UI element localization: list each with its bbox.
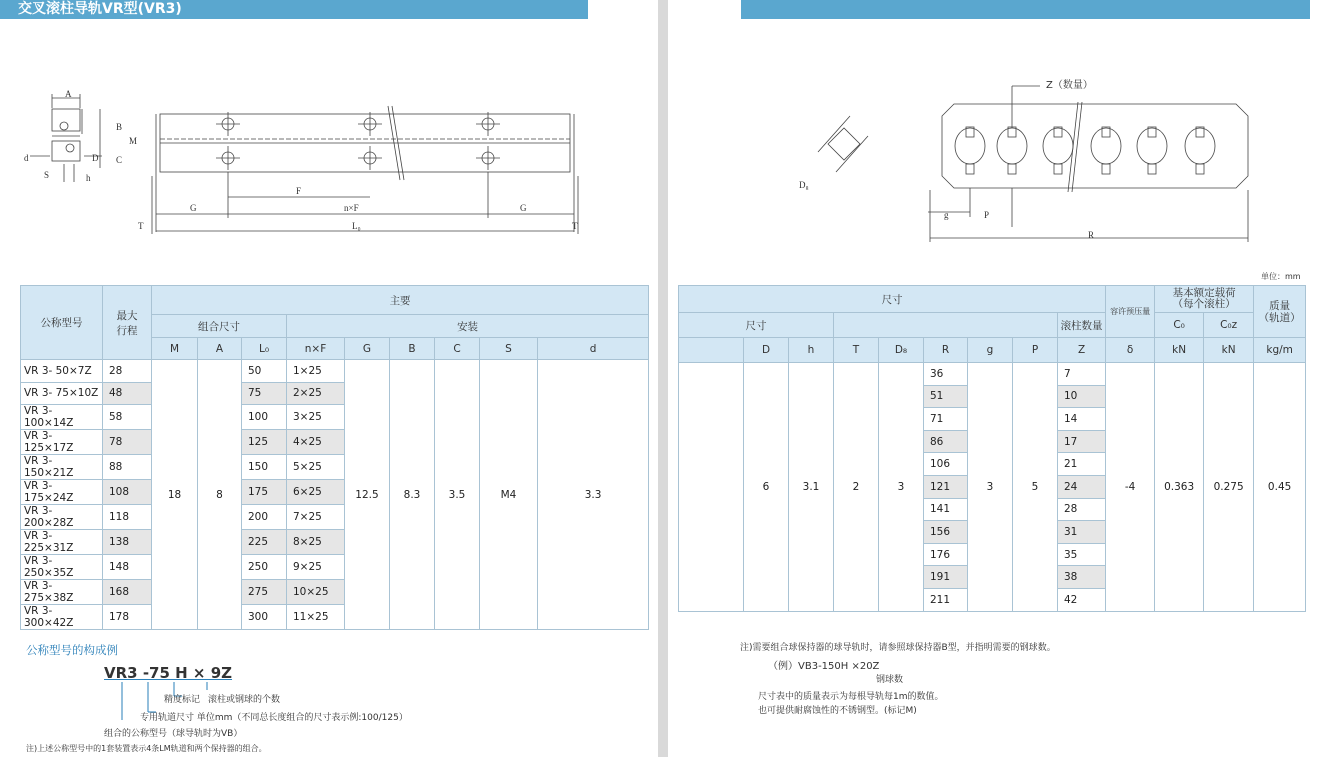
col-mass-unit: kg/m [1254,338,1306,363]
table-cell: 225 [242,530,287,555]
label-L0: L₀ [352,221,361,231]
label-T-left: T [138,221,144,231]
table-cell: 14 [1058,408,1106,431]
right-page [668,0,1324,757]
col-mass: 质量 （轨道） [1254,286,1306,338]
table-cell: M4 [480,360,538,630]
label-g: g [944,210,949,220]
table-cell: 178 [103,605,152,630]
table-cell: 0.275 [1204,363,1254,612]
col-D: D [744,338,789,363]
label-h: h [86,173,91,183]
table-cell: 58 [103,405,152,430]
table-cell: 3×25 [287,405,345,430]
composition-code: VR3 -75 H × 9Z [104,664,233,682]
composition-note: 注)上述公称型号中的1套装置表示4条LM轨道和两个保持器的组合。 [26,744,267,753]
col-c-unit: kN [1155,338,1204,363]
col-C: C [435,338,480,360]
note-example: （例）VB3-150H ×20Z [768,661,880,672]
table-cell: 36 [924,363,968,386]
unit-label: 单位：mm [1261,272,1301,281]
col-preload: 容许预压量 [1106,286,1155,338]
col-h: h [789,338,834,363]
table-cell: 7×25 [287,505,345,530]
table-cell: VR 3-250×35Z [21,555,103,580]
table-cell: 3.1 [789,363,834,612]
table-cell: 138 [103,530,152,555]
left-page [0,0,658,757]
col-d: d [538,338,649,360]
col-delta: δ [1106,338,1155,363]
note-mass: 尺寸表中的质量表示为每根导轨每1m的数值。 [758,692,944,702]
table-cell: 156 [924,521,968,544]
table-cell: 141 [924,498,968,521]
table-cell: 148 [103,555,152,580]
table-cell: 3 [879,363,924,612]
table-cell: 17 [1058,430,1106,453]
table-cell: 6 [744,363,789,612]
table-cell: -4 [1106,363,1155,612]
label-nF: n×F [344,203,359,213]
table-cell: 300 [242,605,287,630]
composition-l1: 精度标记 [164,695,201,705]
spec-table-right [678,285,1306,612]
col-P: P [1013,338,1058,363]
section-lower [52,141,80,161]
label-P: P [984,210,990,220]
table-cell: 75 [242,382,287,405]
col-B: B [390,338,435,360]
label-G-right: G [520,203,527,213]
table-cell: 191 [924,566,968,589]
col-G: G [345,338,390,360]
section-upper [52,109,80,131]
table-row [21,360,649,383]
table-cell: 9×25 [287,555,345,580]
table-cell: 100 [242,405,287,430]
label-T-right: T [572,221,578,231]
table-cell: 3.5 [435,360,480,630]
rail-drawing [20,84,620,240]
table-cell: 38 [1058,566,1106,589]
col-Z: Z [1058,338,1106,363]
col-R: R [924,338,968,363]
table-cell: 118 [103,505,152,530]
table-cell: 12.5 [345,360,390,630]
table-cell: 175 [242,480,287,505]
col-A: A [198,338,242,360]
table-cell: 5 [1013,363,1058,612]
table-cell: 150 [242,455,287,480]
table-cell: 121 [924,475,968,498]
label-R: R [1088,230,1095,240]
col-count: 滚柱数量 [1058,313,1106,338]
table-cell: VR 3-275×38Z [21,580,103,605]
col-combo: 组合尺寸 [152,315,287,338]
table-cell: 18 [152,360,198,630]
table-cell: 31 [1058,521,1106,544]
table-cell: 250 [242,555,287,580]
col-M: M [152,338,198,360]
table-cell: 125 [242,430,287,455]
table-cell: 200 [242,505,287,530]
table-cell: VR 3-300×42Z [21,605,103,630]
note-1: 注)需要组合球保持器的球导轨时，请参照球保持器B型，并指明需要的钢球数。 [740,643,1056,653]
table-cell: VR 3-200×28Z [21,505,103,530]
label-Da: D₈ [799,180,809,190]
table-cell: VR 3- 100×14Z [21,405,103,430]
table-cell: 2×25 [287,382,345,405]
composition-l3: 组合的公称型号（球导轨时为VB） [104,729,243,739]
col-Ca: C₀ [1155,313,1204,338]
table-cell: 5×25 [287,455,345,480]
label-G-left: G [190,203,197,213]
col-T: T [834,338,879,363]
table-cell: 71 [924,408,968,431]
table-cell: 35 [1058,543,1106,566]
left-table-body [21,360,649,630]
table-cell: 50 [242,360,287,383]
table-cell: 0.363 [1155,363,1204,612]
spec-table-left [20,285,649,630]
col-coz-unit: kN [1204,338,1254,363]
table-cell: 176 [924,543,968,566]
label-Z: Z（数量） [1046,80,1093,91]
table-cell: 24 [1058,475,1106,498]
table-cell: 3.3 [538,360,649,630]
col-install: 安装 [287,315,649,338]
col-S: S [480,338,538,360]
table-cell: VR 3- 50×7Z [21,360,103,383]
col-stroke: 最大 行程 [103,286,152,360]
table-cell: 51 [924,385,968,408]
table-cell: 48 [103,382,152,405]
table-cell: VR 3- 75×10Z [21,382,103,405]
table-cell: 211 [924,588,968,611]
table-cell: 106 [924,453,968,476]
label-B: B [116,122,123,132]
retainer-drawing [778,72,1278,242]
table-cell: VR 3- 150×21Z [21,455,103,480]
composition-l1b: 滚柱或钢球的个数 [208,695,281,705]
col-size: 尺寸 [679,286,1106,313]
retainer-plate [942,104,1248,188]
label-A: A [65,89,72,99]
table-cell: 6×25 [287,480,345,505]
table-cell: 4×25 [287,430,345,455]
label-M: M [129,136,138,146]
table-cell: 1×25 [287,360,345,383]
table-cell: 28 [103,360,152,383]
label-S: S [44,170,50,180]
table-cell: 10×25 [287,580,345,605]
table-cell: 275 [242,580,287,605]
col-nF: n×F [287,338,345,360]
table-row [679,363,1306,386]
col-model: 公称型号 [21,286,103,360]
right-table-body [679,363,1306,612]
table-cell: 0.45 [1254,363,1306,612]
table-cell: 2 [834,363,879,612]
table-cell: 168 [103,580,152,605]
mount-holes [216,112,500,170]
table-cell: 8×25 [287,530,345,555]
composition-heading: 公称型号的构成例 [26,643,118,657]
col-L0: L₀ [242,338,287,360]
table-cell: 86 [924,430,968,453]
label-C: C [116,155,123,165]
table-cell: 88 [103,455,152,480]
col-Da: D₈ [879,338,924,363]
table-cell: 7 [1058,363,1106,386]
table-cell: 8 [198,360,242,630]
col-g: g [968,338,1013,363]
note-ball-count: 钢球数 [876,675,904,685]
table-cell: 11×25 [287,605,345,630]
note-stainless: 也可提供耐腐蚀性的不锈钢型。(标记M) [758,706,917,716]
table-cell: 3 [968,363,1013,612]
table-cell: VR 3-225×31Z [21,530,103,555]
label-D: D [92,153,99,163]
table-cell: VR 3- 125×17Z [21,430,103,455]
table-cell: 10 [1058,385,1106,408]
page-gutter [658,0,668,757]
composition-l2: 专用轨道尺寸 单位mm（不同总长度组合的尺寸表示例:100/125） [140,713,408,723]
table-cell: 108 [103,480,152,505]
table-cell: 8.3 [390,360,435,630]
table-cell: 28 [1058,498,1106,521]
col-main: 主要 [152,286,649,315]
table-cell: 42 [1058,588,1106,611]
col-blank [679,338,744,363]
col-size2: 尺寸 [679,313,834,338]
table-cell: VR 3-175×24Z [21,480,103,505]
table-cell: 78 [103,430,152,455]
table-cell [679,363,744,612]
table-cell: 21 [1058,453,1106,476]
col-size-blank [834,313,1058,338]
page-title-right [741,0,1310,19]
label-d: d [24,153,29,163]
col-Coz: C₀z [1204,313,1254,338]
col-load: 基本额定载荷 （每个滚柱） [1155,286,1254,313]
page-title: 交叉滚柱导轨VR型(VR3) [0,0,588,19]
rollers [955,127,1215,174]
label-F: F [296,186,302,196]
